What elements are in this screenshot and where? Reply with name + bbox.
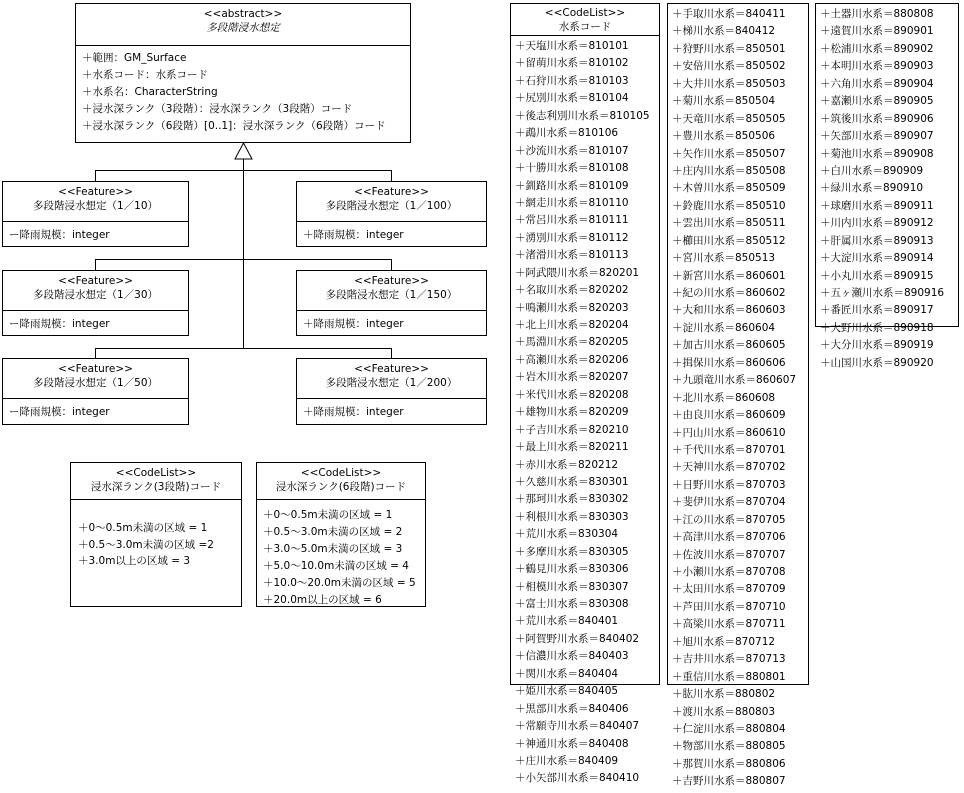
river-code-entry: ＋大淀川水系＝890914 bbox=[820, 252, 934, 265]
river-code-entry: ＋沙流川水系＝810107 bbox=[515, 144, 629, 157]
river-code-entry: ＋久慈川水系＝830301 bbox=[515, 475, 629, 488]
river-code-entry: ＋天神川水系＝870702 bbox=[672, 461, 786, 474]
class-stereotype: <<Feature>> bbox=[58, 363, 133, 375]
river-code-entry: ＋神通川水系＝840408 bbox=[515, 737, 629, 750]
river-code-entry: ＋鈴鹿川水系＝850510 bbox=[672, 199, 786, 212]
river-code-entry: ＋那珂川水系＝830302 bbox=[515, 493, 629, 506]
river-code-entry: ＋常呂川水系＝810111 bbox=[515, 214, 629, 227]
river-code-entry: ＋新宮川水系＝860601 bbox=[672, 269, 786, 282]
river-code-entry: ＋吉井川水系＝870713 bbox=[672, 653, 786, 666]
code-value: ＋3.0m以上の区域 = 3 bbox=[78, 555, 191, 567]
river-code-entry: ＋岩木川水系＝820207 bbox=[515, 371, 629, 384]
river-code-entry: ＋阿武隈川水系＝820201 bbox=[515, 266, 640, 279]
river-code-entry: ＋庄川水系＝840409 bbox=[515, 754, 619, 767]
class-stereotype: <<Feature>> bbox=[58, 275, 133, 287]
attribute-row: ＋浸水深ランク（6段階）[0..1]：浸水深ランク（6段階）コード bbox=[82, 120, 386, 132]
depth-rank-6-codelist bbox=[256, 462, 426, 607]
class-stereotype: <<abstract>> bbox=[203, 8, 283, 20]
river-code-entry: ＋土器川水系＝880808 bbox=[820, 8, 934, 20]
class-stereotype: <<Feature>> bbox=[354, 275, 429, 287]
abstract-class-box bbox=[75, 3, 411, 143]
river-code-entry: ＋肝属川水系＝890913 bbox=[820, 234, 934, 247]
river-code-entry: ＋大分川水系＝890919 bbox=[820, 339, 934, 352]
class-name: 浸水深ランク(3段階)コード bbox=[90, 481, 222, 493]
attribute-row: ＋水系名：CharacterString bbox=[82, 86, 218, 98]
river-code-column-2 bbox=[668, 4, 808, 793]
river-code-entry: ＋嘉瀬川水系＝890905 bbox=[820, 95, 934, 108]
feature-class-box bbox=[296, 181, 487, 247]
river-code-entry: ＋番匠川水系＝890917 bbox=[820, 304, 934, 317]
river-code-entry: ＋芦田川水系＝870710 bbox=[672, 600, 786, 613]
code-value: ＋0.5～3.0m未満の区域 = 2 bbox=[263, 526, 403, 538]
river-code-entry: ＋最上川水系＝820211 bbox=[515, 441, 629, 454]
river-code-entry: ＋富士川水系＝830308 bbox=[515, 598, 629, 610]
river-code-entry: ＋尻別川水系＝810104 bbox=[515, 92, 629, 105]
river-code-entry: ＋天塩川水系＝810101 bbox=[515, 40, 629, 52]
feature-class-box bbox=[296, 270, 487, 336]
attribute-row: ー降雨規模：integer bbox=[9, 229, 110, 241]
river-code-entry: ＋矢作川水系＝850507 bbox=[672, 147, 786, 160]
class-stereotype: <<Feature>> bbox=[58, 186, 133, 198]
river-code-codelist bbox=[510, 3, 660, 785]
attribute-row: ＋範囲：GM_Surface bbox=[82, 52, 187, 64]
river-code-entry: ＋狩野川水系＝850501 bbox=[672, 42, 786, 55]
river-code-entry: ＋太田川水系＝870709 bbox=[672, 583, 786, 596]
code-value: ＋5.0～10.0m未満の区域 = 4 bbox=[263, 560, 409, 572]
river-code-entry: ＋仁淀川水系＝880804 bbox=[672, 722, 786, 735]
river-code-entry: ＋姫川水系＝840405 bbox=[515, 685, 619, 698]
code-value: ＋0.5～3.0m未満の区域 =2 bbox=[78, 538, 214, 551]
river-code-entry: ＋九頭竜川水系＝860607 bbox=[672, 374, 797, 387]
river-code-entry: ＋六角川水系＝890904 bbox=[820, 77, 934, 90]
river-code-entry: ＋荒川水系＝830304 bbox=[515, 528, 619, 541]
river-code-entry: ＋日野川水系＝870703 bbox=[672, 478, 786, 491]
river-code-entry: ＋雄物川水系＝820209 bbox=[515, 406, 629, 419]
code-value: ＋3.0～5.0m未満の区域 = 3 bbox=[263, 543, 403, 555]
river-code-entry: ＋雲出川水系＝850511 bbox=[672, 217, 786, 230]
river-code-entry: ＋遠賀川水系＝890901 bbox=[820, 25, 934, 38]
river-code-entry: ＋小丸川水系＝890915 bbox=[820, 269, 934, 282]
river-code-entry: ＋渡川水系＝880803 bbox=[672, 705, 776, 718]
river-code-entry: ＋五ヶ瀬川水系＝890916 bbox=[820, 287, 945, 299]
river-code-entry: ＋松浦川水系＝890902 bbox=[820, 42, 934, 55]
attribute-row: ＋浸水深ランク（3段階）：浸水深ランク（3段階）コード bbox=[82, 103, 353, 115]
river-code-entry: ＋那賀川水系＝880806 bbox=[672, 757, 786, 770]
river-code-entry: ＋安倍川水系＝850502 bbox=[672, 60, 786, 73]
river-code-entry: ＋鵡川水系＝810106 bbox=[515, 127, 619, 140]
river-code-entry: ＋菊川水系＝850504 bbox=[672, 95, 776, 108]
class-stereotype: <<Feature>> bbox=[354, 186, 429, 198]
river-code-entry: ＋鶴見川水系＝830306 bbox=[515, 563, 629, 576]
river-code-entry: ＋庄内川水系＝850508 bbox=[672, 164, 786, 177]
river-code-entry: ＋紀の川水系＝860602 bbox=[672, 287, 786, 299]
river-code-entry: ＋矢部川水系＝890907 bbox=[820, 130, 934, 143]
class-name: 多段階浸水想定（1／200） bbox=[325, 377, 458, 389]
river-code-entry: ＋赤川水系＝820212 bbox=[515, 458, 619, 471]
class-stereotype: <<Feature>> bbox=[354, 363, 429, 375]
class-name: 多段階浸水想定（1／10） bbox=[32, 200, 159, 212]
river-code-continuation-2 bbox=[667, 3, 809, 788]
river-code-entry: ＋子吉川水系＝820210 bbox=[515, 423, 629, 436]
feature-class-box bbox=[2, 358, 189, 425]
code-value: ＋0～0.5m未満の区域 = 1 bbox=[78, 522, 208, 534]
river-code-entry: ＋円山川水系＝860610 bbox=[672, 426, 786, 439]
river-code-column-3 bbox=[816, 4, 958, 374]
river-code-column-1 bbox=[511, 36, 659, 790]
attribute-row: ー降雨規模：integer bbox=[9, 318, 110, 330]
river-code-entry: ＋江の川水系＝870705 bbox=[672, 513, 786, 526]
inheritance-arrow-icon bbox=[235, 143, 252, 159]
river-code-entry: ＋信濃川水系＝840403 bbox=[515, 650, 629, 663]
river-code-entry: ＋球磨川水系＝890911 bbox=[820, 199, 934, 212]
river-code-entry: ＋米代川水系＝820208 bbox=[515, 388, 629, 401]
river-code-entry: ＋肱川水系＝880802 bbox=[672, 688, 776, 701]
river-code-entry: ＋斐伊川水系＝870704 bbox=[672, 496, 786, 509]
river-code-entry: ＋大野川水系＝890918 bbox=[820, 321, 934, 334]
river-code-entry: ＋北上川水系＝820204 bbox=[515, 319, 629, 331]
river-code-entry: ＋加古川水系＝860605 bbox=[672, 339, 786, 352]
river-code-entry: ＋櫛田川水系＝850512 bbox=[672, 234, 786, 247]
river-code-entry: ＋利根川水系＝830303 bbox=[515, 510, 629, 523]
code-value: ＋10.0～20.0m未満の区域 = 5 bbox=[263, 577, 416, 589]
depth-rank-3-codelist bbox=[70, 462, 242, 607]
river-code-entry: ＋網走川水系＝810110 bbox=[515, 196, 629, 209]
river-code-entry: ＋荒川水系＝840401 bbox=[515, 615, 619, 628]
class-name: 多段階浸水想定（1／100） bbox=[325, 200, 458, 212]
river-code-entry: ＋湧別川水系＝810112 bbox=[515, 231, 629, 244]
feature-class-box bbox=[2, 181, 189, 247]
river-code-entry: ＋石狩川水系＝810103 bbox=[515, 74, 629, 87]
river-code-entry: ＋鳴瀬川水系＝820203 bbox=[515, 301, 629, 314]
river-code-entry: ＋手取川水系＝840411 bbox=[672, 8, 786, 20]
river-code-entry: ＋大和川水系＝860603 bbox=[672, 304, 786, 317]
river-code-entry: ＋関川水系＝840404 bbox=[515, 667, 619, 680]
class-name: 多段階浸水想定（1／150） bbox=[325, 289, 458, 301]
river-code-entry: ＋緑川水系＝890910 bbox=[820, 182, 924, 195]
river-code-entry: ＋高梁川水系＝870711 bbox=[672, 618, 786, 631]
river-code-entry: ＋旭川水系＝870712 bbox=[672, 635, 776, 648]
river-code-entry: ＋淀川水系＝860604 bbox=[672, 321, 776, 334]
river-code-entry: ＋高瀬川水系＝820206 bbox=[515, 353, 629, 366]
river-code-entry: ＋釧路川水系＝810109 bbox=[515, 179, 629, 192]
river-code-entry: ＋梯川水系＝840412 bbox=[672, 25, 776, 38]
river-code-entry: ＋北川水系＝860608 bbox=[672, 391, 776, 404]
river-code-entry: ＋渚滑川水系＝810113 bbox=[515, 249, 629, 262]
code-value: ＋20.0m以上の区域 = 6 bbox=[263, 594, 382, 606]
river-code-entry: ＋十勝川水系＝810108 bbox=[515, 162, 629, 175]
river-code-entry: ＋宮川水系＝850513 bbox=[672, 252, 776, 265]
river-code-entry: ＋千代川水系＝870701 bbox=[672, 443, 786, 456]
river-code-entry: ＋多摩川水系＝830305 bbox=[515, 545, 629, 558]
river-code-entry: ＋阿賀野川水系＝840402 bbox=[515, 632, 640, 645]
river-code-entry: ＋高津川水系＝870706 bbox=[672, 531, 786, 544]
river-code-entry: ＋相模川水系＝830307 bbox=[515, 580, 629, 593]
river-code-entry: ＋天竜川水系＝850505 bbox=[672, 112, 786, 125]
feature-class-box bbox=[296, 358, 487, 425]
river-code-entry: ＋小瀬川水系＝870708 bbox=[672, 566, 786, 578]
river-code-entry: ＋木曽川水系＝850509 bbox=[672, 182, 786, 195]
river-code-entry: ＋川内川水系＝890912 bbox=[820, 217, 934, 230]
river-code-entry: ＋菊池川水系＝890908 bbox=[820, 147, 934, 160]
river-code-entry: ＋筑後川水系＝890906 bbox=[820, 112, 934, 125]
river-code-entry: ＋本明川水系＝890903 bbox=[820, 60, 934, 73]
river-code-continuation-3 bbox=[815, 3, 959, 369]
feature-class-box bbox=[2, 270, 189, 336]
attribute-row: ＋降雨規模：integer bbox=[303, 318, 404, 330]
river-code-entry: ＋馬淵川水系＝820205 bbox=[515, 336, 629, 349]
class-name: 多段階浸水想定 bbox=[206, 22, 280, 34]
class-name: 浸水深ランク(6段階)コード bbox=[275, 481, 407, 493]
river-code-entry: ＋黒部川水系＝840406 bbox=[515, 702, 629, 715]
attribute-row: ー降雨規模：integer bbox=[9, 406, 110, 418]
river-code-entry: ＋豊川水系＝850506 bbox=[672, 130, 776, 143]
class-stereotype: <<CodeList>> bbox=[300, 467, 382, 479]
river-code-entry: ＋物部川水系＝880805 bbox=[672, 740, 786, 753]
river-code-entry: ＋大井川水系＝850503 bbox=[672, 77, 786, 90]
river-code-entry: ＋小矢部川水系＝840410 bbox=[515, 772, 640, 785]
river-code-entry: ＋留萌川水系＝810102 bbox=[515, 57, 629, 70]
class-name: 水系コード bbox=[558, 21, 612, 33]
river-code-entry: ＋由良川水系＝860609 bbox=[672, 409, 786, 422]
class-name: 多段階浸水想定（1／30） bbox=[32, 289, 159, 301]
attribute-row: ＋水系コード：水系コード bbox=[82, 69, 208, 81]
class-stereotype: <<CodeList>> bbox=[115, 467, 197, 479]
attribute-row: ＋降雨規模：integer bbox=[303, 406, 404, 418]
code-value: ＋0～0.5m未満の区域 = 1 bbox=[263, 509, 393, 521]
river-code-entry: ＋揖保川水系＝860606 bbox=[672, 356, 786, 369]
attribute-row: ＋降雨規模：integer bbox=[303, 229, 404, 241]
river-code-entry: ＋吉野川水系＝880807 bbox=[672, 775, 786, 788]
river-code-entry: ＋白川水系＝890909 bbox=[820, 164, 924, 177]
river-code-entry: ＋常願寺川水系＝840407 bbox=[515, 720, 640, 733]
class-stereotype: <<CodeList>> bbox=[544, 7, 626, 19]
river-code-entry: ＋後志利別川水系＝810105 bbox=[515, 109, 650, 122]
class-name: 多段階浸水想定（1／50） bbox=[32, 377, 159, 389]
river-code-entry: ＋佐波川水系＝870707 bbox=[672, 548, 786, 561]
river-code-entry: ＋山国川水系＝890920 bbox=[820, 356, 934, 369]
river-code-entry: ＋名取川水系＝820202 bbox=[515, 284, 629, 297]
river-code-entry: ＋重信川水系＝880801 bbox=[672, 670, 786, 683]
